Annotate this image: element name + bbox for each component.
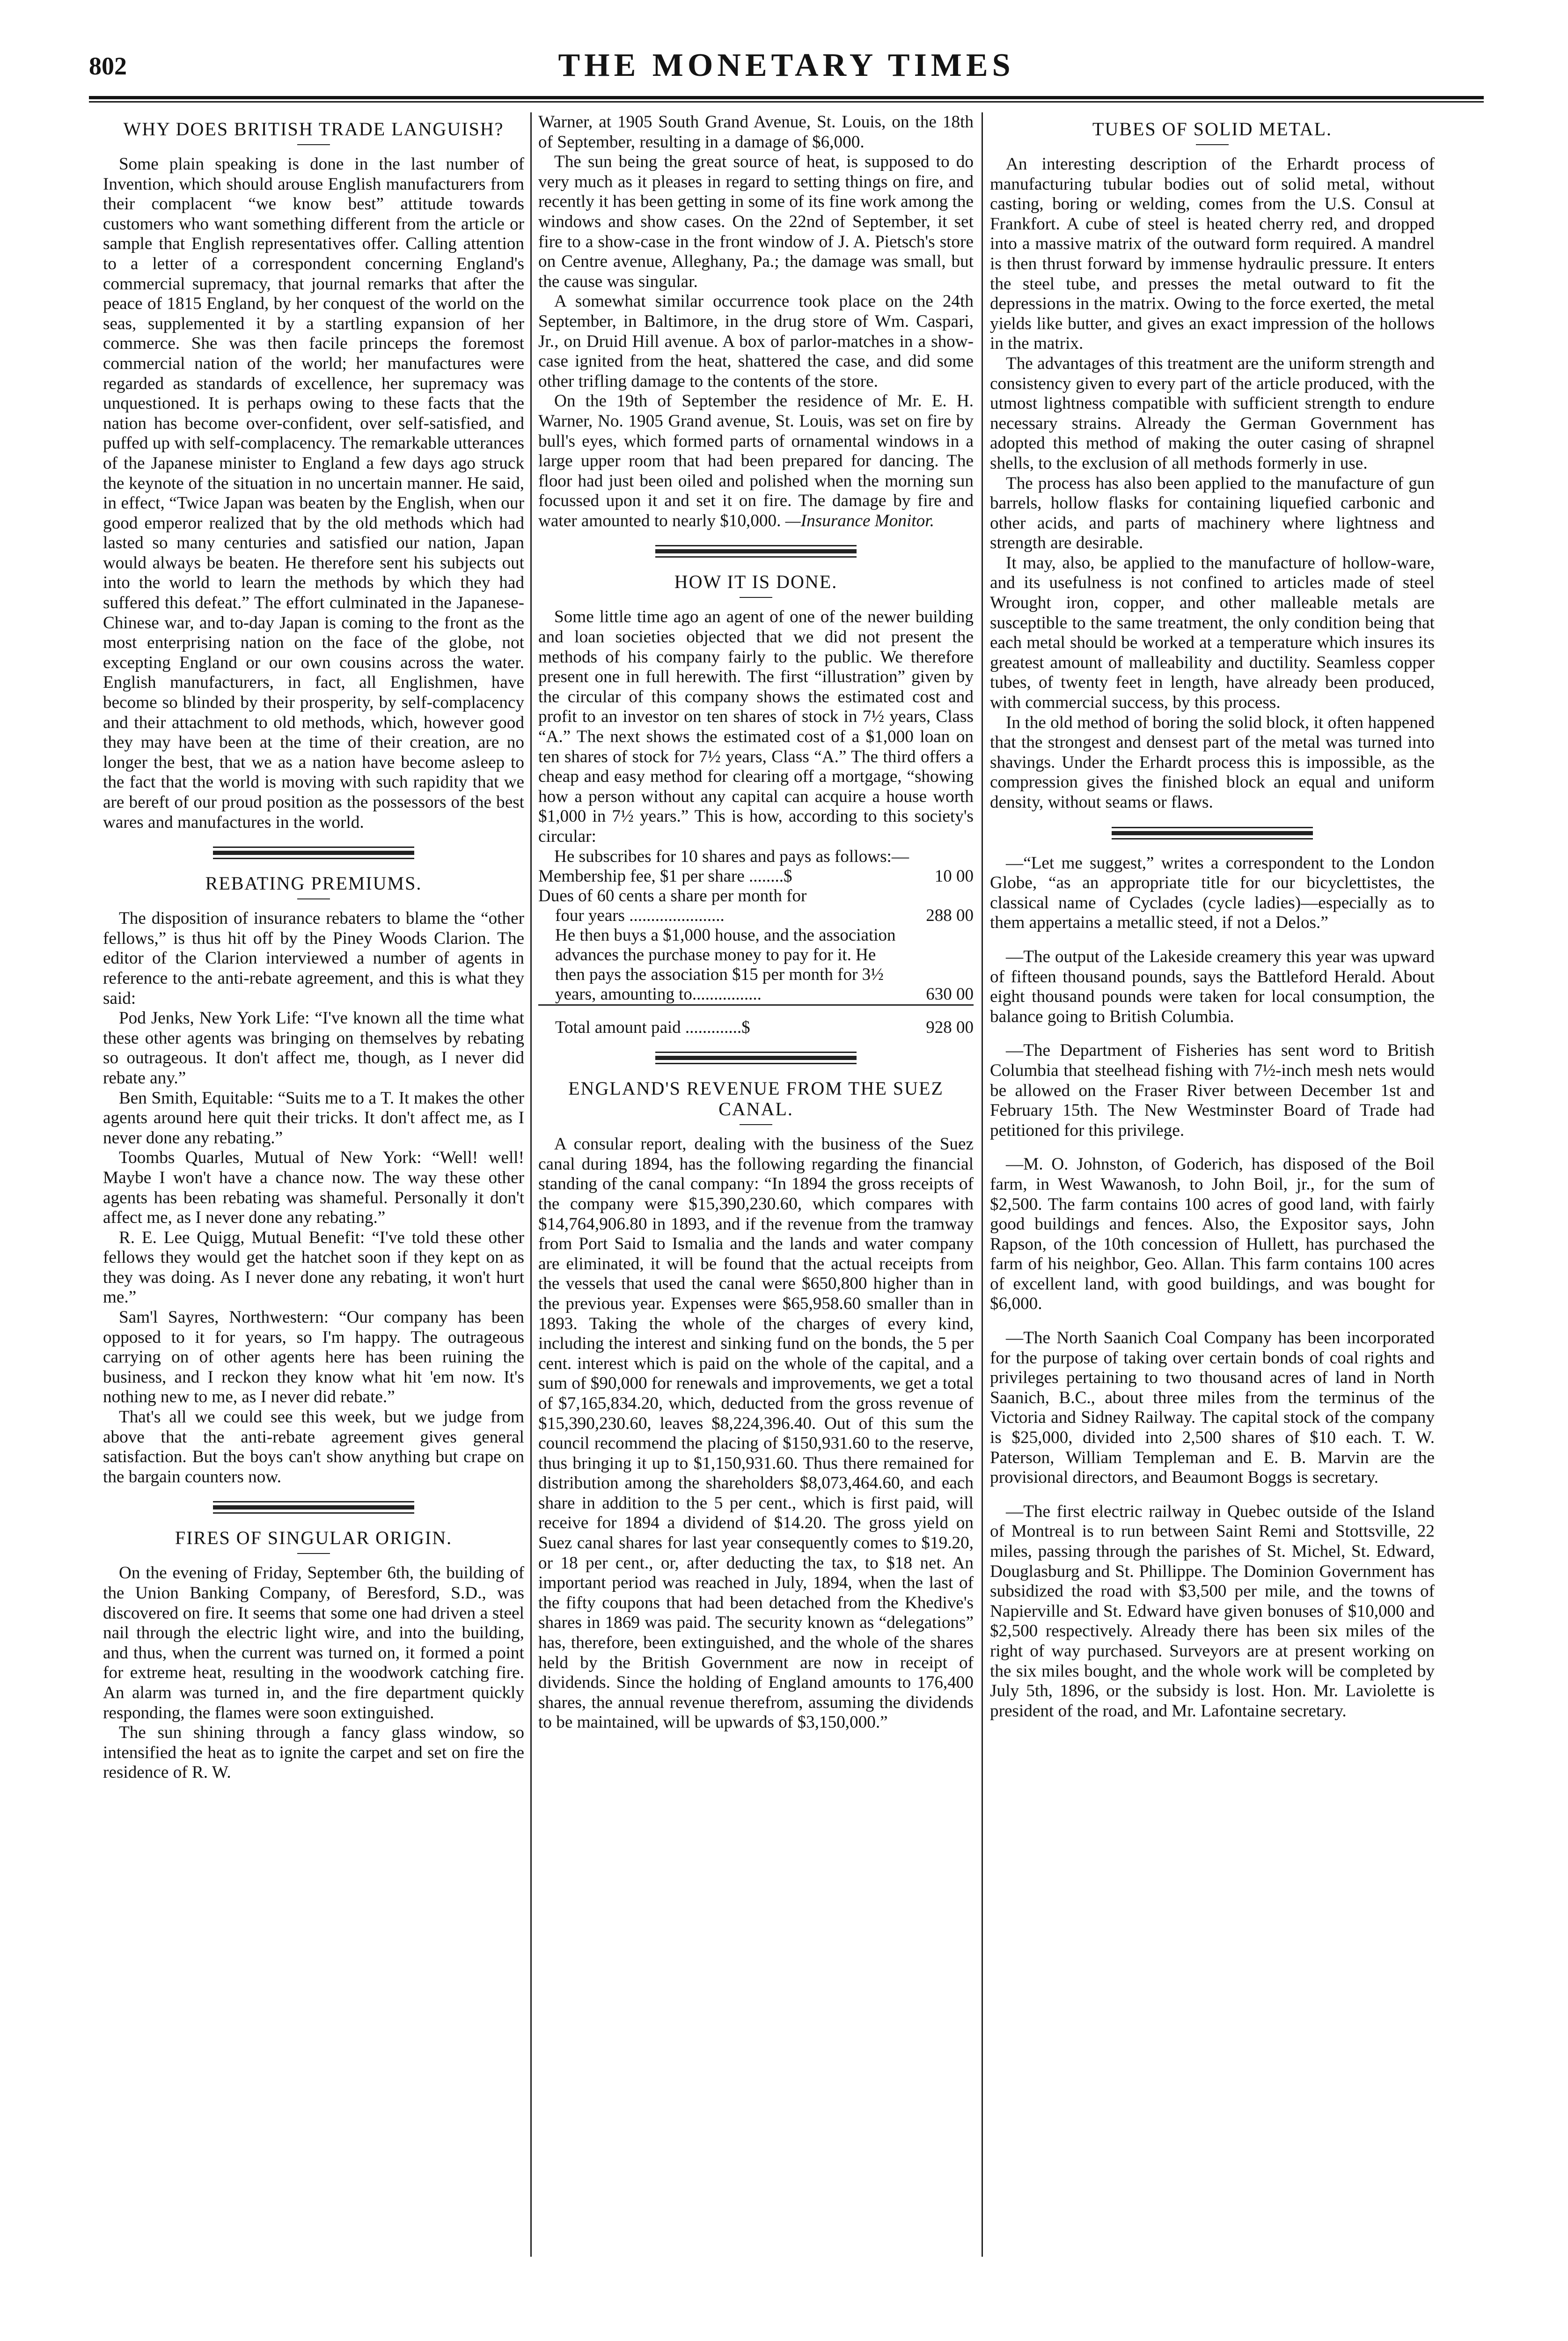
article-title: TUBES OF SOLID METAL. <box>1092 118 1333 140</box>
page-header <box>89 47 1484 98</box>
column-divider <box>982 112 983 2257</box>
article-title: HOW IT IS DONE. <box>674 571 838 593</box>
article-paragraph: That's all we could see this week, but we judge from above that the anti-rebate agreement gives general satisfaction. But the boys can't show anything but crape on the bargain counters now. <box>103 1407 524 1487</box>
article-paragraph <box>538 391 974 531</box>
article-paragraph: R. E. Lee Quigg, Mutual Benefit: “I've told these other fellows they would get the hatchet soon if they kept on as they was doing. As I never done any rebating, it won't hurt me.” <box>103 1228 524 1307</box>
news-item: —The output of the Lakeside creamery this year was upward of fifteen thousand pounds, says the Battleford Herald. About eight thousand pounds were taken for local consumption, the balance going to British Columbia. <box>990 947 1435 1026</box>
ledger-amount: 288 00 <box>926 906 974 926</box>
article-paragraph: Sam'l Sayres, Northwestern: “Our company has been opposed to it for years, so I'm happy. The outrageous carrying on of other agents here has been ruining the business, and I reckon they know what hit 'em now. It's nothing new to me, as I never did rebate.” <box>103 1308 524 1407</box>
article-paragraph: Ben Smith, Equitable: “Suits me to a T. It makes the other agents around here quit their tricks. It don't affect me, as I never done any rebating.” <box>103 1088 524 1148</box>
section-separator <box>655 1052 857 1064</box>
article-paragraph: The sun shining through a fancy glass window, so intensified the heat as to ignite the carpet and set on fire the residence of R. W. <box>103 1723 524 1782</box>
masthead: THE MONETARY TIMES <box>558 47 1015 83</box>
short-rule <box>740 597 772 598</box>
article-title: FIRES OF SINGULAR ORIGIN. <box>175 1527 453 1549</box>
short-rule <box>297 898 330 899</box>
ledger-label: He then buys a $1,000 house, and the association advances the purchase money to pay for it. He then pays the association $15 per month for 3½ years, amounting to................ <box>555 926 896 1004</box>
article-title: ENGLAND'S REVENUE FROM THE SUEZ CANAL. <box>568 1078 944 1120</box>
column-3 <box>990 112 1435 1721</box>
article-paragraph: On the evening of Friday, September 6th, the building of the Union Banking Company, of Beresford, S.D., was discovered on fire. It seems that some one had driven a steel nail through the electric light wire, and into the building, and thus, when the current was turned on, it formed a point for extreme heat, resulting in the woodwork catching fire. An alarm was turned in, and the fire department quickly responding, the flames were soon extinguished. <box>103 1563 524 1723</box>
ledger-label: Dues of 60 cents a share per month for <box>538 886 807 906</box>
news-item: —The first electric railway in Quebec outside of the Island of Montreal is to run between Saint Remi and Stottsville, 22 miles, passing through the parishes of St. Michel, St. Edward, Douglasburg and St. Phillippe. The Dominion Government has subsidized the road with $3,500 per mile, and the towns of Napierville and St. Edward have given bonuses of $10,000 and $2,500 respectively. Already there has been six miles of the right of way purchased. Surveyors are at present working on the six miles bought, and the whole work will be completed by July 5th, 1896, or the subsidy is lost. Hon. Mr. Laviolette is president of the road, and Mr. Lafontaine secretary. <box>990 1502 1435 1721</box>
article-paragraph: In the old method of boring the solid block, it often happened that the strongest and densest part of the metal was turned into shavings. Under the Erhardt process this is impossible, as the compression gives the finished block an equal and uniform density, without seams or flaws. <box>990 713 1435 812</box>
article-title: WHY DOES BRITISH TRADE LANGUISH? <box>123 118 504 140</box>
article-paragraph: Warner, at 1905 South Grand Avenue, St. Louis, on the 18th of September, resulting in a damage of $6,000. <box>538 112 974 152</box>
page-number: 802 <box>89 52 127 80</box>
news-item: —The Department of Fisheries has sent word to British Columbia that steelhead fishing with 7½-inch mesh nets would be allowed on the Fraser River between December 1st and February 15th. The New Westminster Board of Trade had petitioned for this privilege. <box>990 1041 1435 1140</box>
column-divider <box>530 112 532 2257</box>
article-paragraph: Some little time ago an agent of one of the newer building and loan societies objected that we did not present the methods of his company fairly to the public. We therefore present one in full herewith. The first “illustration” given by the circular of this company shows the estimated cost and profit to an investor on ten shares of stock in 7½ years, Class “A.” The next shows the estimated cost of a $1,000 loan on ten shares of stock for 7½ years, Class “A.” The third offers a cheap and easy method for clearing off a mortgage, “showing how a person without any capital can acquire a house worth $1,000 in 7½ years.” This is how, according to this society's circular: <box>538 607 974 846</box>
ledger-row <box>538 926 974 1005</box>
article-paragraph: The disposition of insurance rebaters to blame the “other fellows,” is thus hit off by the Piney Woods Clarion. The editor of the Clarion interviewed a number of agents in reference to the anti-rebate agreement, and this is what they said: <box>103 909 524 1008</box>
article-paragraph: It may, also, be applied to the manufacture of hollow-ware, and its usefulness is not confined to articles made of steel Wrought iron, copper, and other malleable metals are susceptible to the same treatment, the only condition being that each metal should be worked at a temperature which insures its greatest amount of malleability and ductility. Seamless copper tubes, of twenty feet in length, have already been produced, with commercial success, by this process. <box>990 553 1435 713</box>
source-credit: —Insurance Monitor. <box>785 511 934 530</box>
section-separator <box>213 1501 414 1514</box>
ledger-amount: 10 00 <box>934 867 974 886</box>
ledger-total-label: Total amount paid .............$ <box>555 1018 750 1038</box>
article-paragraph: A consular report, dealing with the business of the Suez canal during 1894, has the following regarding the financial standing of the canal company: “In 1894 the gross receipts of the company were $15,390,230.60, which compares with $14,764,906.80 in 1893, and if the revenue from the tramway from Port Said to Ismalia and the lands and water company are eliminated, it will be found that the actual receipts from the vessels that used the canal were $650,800 higher than in the previous year. Expenses were $65,958.60 smaller than in 1893. Taking the whole of the charges of every kind, including the interest and sinking fund on the bonds, the 5 per cent. interest which is paid on the whole of the capital, and a sum of $90,000 for renewals and improvements, we get a total of $7,165,834.20, which, deducted from the gross revenue of $15,390,230.60, leaves $8,224,396.40. Out of this sum the council recommend the placing of $150,931.60 to the reserve, thus bringing it up to $1,150,931.60. Thus there remained for distribution among the shareholders $8,073,464.60, and each share in addition to the 5 per cent., which is first paid, will receive for 1894 a dividend of $14.20. The gross yield on Suez canal shares for last year consequently comes to $19.20, or 18 per cent., or, after deducting the tax, to $18 net. An important period was reached in July, 1894, when the last of the fifty coupons that had been detached from the Khedive's shares in 1869 was paid. The security known as “delegations” has, therefore, been extinguished, and the whole of the shares held by the British Government are now in receipt of dividends. Since the holding of England amounts to 176,400 shares, the annual revenue therefrom, assuming the dividends to be maintained, will be upwards of $3,150,000.” <box>538 1134 974 1732</box>
news-item: —The North Saanich Coal Company has been incorporated for the purpose of taking over certain bonds of coal rights and privileges pertaining to two thousand acres of land in North Saanich, B.C., about three miles from the terminus of the Victoria and Sidney Railway. The capital stock of the company is $25,000, divided into 2,500 shares of $10 each. T. W. Paterson, William Templeman and E. B. Marvin are the provisional directors, and Beaumont Boggs is secretary. <box>990 1328 1435 1487</box>
article-paragraph: He subscribes for 10 shares and pays as follows:— <box>554 847 909 866</box>
section-separator <box>213 847 414 859</box>
ledger-label: Membership fee, $1 per share ........$ <box>538 867 792 886</box>
ledger-amount: 630 00 <box>926 985 974 1004</box>
short-rule <box>1196 144 1229 145</box>
article-paragraph: The advantages of this treatment are the uniform strength and consistency given to every part of the article produced, with the utmost lightness compatible with sufficient strength to endure necessary strains. Already the German Government has adopted this method of making the outer casing of shrapnel shells, to the exclusion of all methods formerly in use. <box>990 353 1435 473</box>
section-separator <box>655 545 857 558</box>
column-2 <box>538 112 974 1733</box>
news-item: —“Let me suggest,” writes a correspondent to the London Globe, “as an appropriate title for our bicyclettistes, the classical name of Cyclades (cycle ladies)—especially as to them appertains a metallic steed, if not a Delos.” <box>990 853 1435 933</box>
paragraph-text: On the 19th of September the residence of Mr. E. H. Warner, No. 1905 Grand avenue, St. Louis, was set on fire by bull's eyes, which formed parts of ornamental windows in a large upper room that had been prepared for dancing. The floor had just been oiled and polished when the morning sun focussed upon it and set it on fire. The damage by fire and water amounted to nearly $10,000. <box>538 391 974 530</box>
ledger-row <box>538 886 974 906</box>
article-paragraph: A somewhat similar occurrence took place on the 24th September, in Baltimore, in the drug store of Wm. Caspari, Jr., on Druid Hill avenue. A box of parlor-matches in a show-case ignited from the heat, shattered the case, and did some other trifling damage to the contents of the store. <box>538 292 974 391</box>
payment-ledger <box>538 867 974 1038</box>
article-title: REBATING PREMIUMS. <box>205 873 422 894</box>
header-rule <box>89 96 1484 103</box>
article-paragraph: Pod Jenks, New York Life: “I've known all the time what these other agents was bringing on themselves by rebating so outrageous. It don't affect me, though, as I never did rebate any.” <box>103 1009 524 1088</box>
column-1 <box>103 112 524 1783</box>
ledger-row <box>538 867 974 886</box>
ledger-total-row <box>538 1011 974 1038</box>
ledger-label: four years ...................... <box>555 906 725 926</box>
ledger-rule <box>538 1005 974 1012</box>
article-paragraph: The process has also been applied to the manufacture of gun barrels, hollow flasks for containing liquefied carbonic and other acids, and parts of machinery where lightness and strength are desirable. <box>990 473 1435 553</box>
article-paragraph: An interesting description of the Erhardt process of manufacturing tubular bodies out of solid metal, without casting, boring or welding, comes from the U.S. Consul at Frankfort. A cube of steel is heated cherry red, and dropped into a massive matrix of the outward form required. A mandrel is then thrust forward by immense hydraulic pressure. It enters the steel tube, and presses the metal outward to fit the depressions in the matrix. Owing to the force exerted, the metal yields like butter, and gives an exact impression of the hollows in the matrix. <box>990 155 1435 353</box>
news-item: —M. O. Johnston, of Goderich, has disposed of the Boil farm, in West Wawanosh, to John Boil, jr., for the sum of $2,500. The farm contains 100 acres of good land, with fairly good buildings and fences. Also, the Expositor says, John Rapson, of the 10th concession of Hullett, has purchased the farm of his neighbor, Geo. Allan. This farm contains 100 acres of excellent land, with good buildings, and was bought for $6,000. <box>990 1155 1435 1314</box>
article-paragraph: Toombs Quarles, Mutual of New York: “Well! well! Maybe I won't have a chance now. The way these other agents has been rebating was shameful. Personally it don't affect me, as I never done any rebating.” <box>103 1148 524 1228</box>
short-rule <box>297 1553 330 1554</box>
short-rule <box>297 144 330 145</box>
ledger-row <box>538 906 974 926</box>
section-separator <box>1112 827 1313 839</box>
short-rule <box>740 1124 772 1125</box>
article-paragraph: Some plain speaking is done in the last number of Invention, which should arouse English manufacturers from their complacent “we know best” attitude towards customers who want something different from the article or sample that English representatives offer. Calling attention to a letter of a correspondent concerning England's commercial supremacy, that journal remarks that after the peace of 1815 England, by her conquest of the world on the seas, supplemented it by a startling expansion of her commerce. She was then facile princeps the foremost commercial nation of the world; her manufactures were regarded as standards of excellence, her supremacy was unquestioned. It is perhaps owing to these facts that the nation has become over-confident, over self-satisfied, and puffed up with self-complacency. The remarkable utterances of the Japanese minister to England a few days ago struck the keynote of the situation in no uncertain manner. He said, in effect, “Twice Japan was beaten by the English, when our good emperor realized that by the old methods which had lasted so many centuries and satisfied our nation, Japan would always be beaten. He therefore sent his subjects out into the world to learn the methods by which they had suffered this defeat.” The effort culminated in the Japanese-Chinese war, and to-day Japan is coming to the front as the most enterprising nation on the face of the globe, not excepting England or our own cousins across the water. English manufacturers, in fact, all Englishmen, have become so blinded by their prosperity, by self-complacency and their attachment to old methods, which, however good they may have been at the time of their creation, are no longer the best, that we as a nation have become asleep to the fact that the world is moving with such rapidity that we are bereft of our proud position as the possessors of the best wares and manufactures in the world. <box>103 155 524 832</box>
ledger-total-amount: 928 00 <box>926 1018 974 1038</box>
article-paragraph: The sun being the great source of heat, is supposed to do very much as it pleases in regard to setting things on fire, and recently it has been getting in some of its fine work among the windows and show cases. On the 22nd of September, it set fire to a show-case in the front window of J. A. Pietsch's store on Centre avenue, Alleghany, Pa.; the damage was small, but the cause was singular. <box>538 152 974 291</box>
